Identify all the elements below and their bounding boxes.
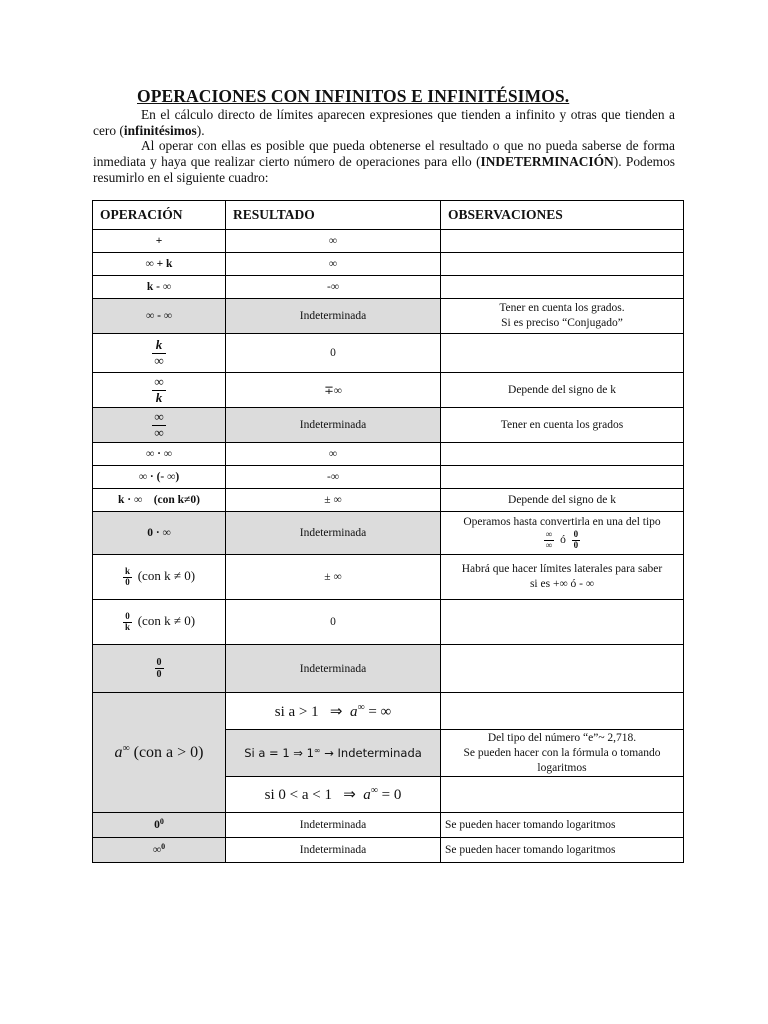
intro-text: En el cálculo directo de límites aparecen expresiones que tienden a infinito y otras que tienden a cero ( — [93, 107, 675, 138]
table-row — [93, 230, 684, 253]
observation-cell — [441, 645, 684, 693]
base: a — [114, 743, 123, 761]
numerator: 0 — [156, 657, 162, 668]
header-observaciones: OBSERVACIONES — [441, 201, 684, 230]
operation-cell: ∞ · ∞ — [93, 443, 226, 466]
exponent: ∞ — [357, 701, 365, 713]
table-row — [93, 813, 684, 838]
fraction — [152, 338, 165, 368]
operation-cell: ∞ - ∞ — [93, 299, 226, 334]
observation-cell — [441, 443, 684, 466]
fraction — [123, 612, 132, 633]
observation-line: Del tipo del número “e”~ 2,718. — [487, 731, 637, 744]
exponent: ∞ — [313, 746, 321, 755]
operation-cell: 0 · ∞ — [93, 512, 226, 555]
table-row — [93, 276, 684, 299]
result-text: = 0 — [377, 787, 402, 803]
table-row — [93, 299, 684, 334]
intro-bold-term: INDETERMINACIÓN — [480, 154, 614, 169]
intro-text: ). Podemos resumirlo en el siguiente cuadro: — [93, 154, 675, 185]
result-cell — [226, 777, 441, 813]
result-text: Si a = 1 ⇒ 1 — [244, 746, 314, 760]
result-cell: ± ∞ — [226, 555, 441, 600]
exponent: 0 — [161, 842, 166, 851]
numerator: 0 — [573, 529, 579, 540]
observation-cell — [441, 299, 684, 334]
numerator: ∞ — [154, 409, 164, 425]
denominator: k — [152, 390, 165, 405]
observation-cell — [441, 230, 684, 253]
condition: (con k ≠ 0) — [137, 612, 196, 628]
table-row — [93, 373, 684, 408]
denominator: ∞ — [545, 540, 553, 550]
base: a — [349, 703, 358, 720]
operation-cell — [93, 838, 226, 863]
table-row — [93, 838, 684, 863]
observation-cell: Se pueden hacer tomando logaritmos — [441, 838, 684, 863]
observation-cell — [441, 693, 684, 730]
numerator: k — [155, 337, 163, 353]
operation-cell — [93, 813, 226, 838]
result-cell: Indeterminada — [226, 813, 441, 838]
table-row — [93, 334, 684, 373]
operation-cell — [93, 693, 226, 813]
result-cell: ∓∞ — [226, 373, 441, 408]
fraction — [152, 410, 165, 440]
denominator: 0 — [123, 577, 132, 588]
table-row — [93, 555, 684, 600]
intro-text: Al operar con ellas es posible que pueda obtenerse el resultado o que no pueda saberse de forma inmediata y haya que realizar cierto número de operaciones para ello ( — [93, 138, 675, 169]
observation-cell — [441, 466, 684, 489]
operation-cell — [93, 373, 226, 408]
denominator: k — [124, 621, 130, 632]
fraction — [544, 530, 554, 551]
result-text: = ∞ — [364, 703, 392, 720]
denominator: 0 — [573, 540, 579, 550]
header-resultado: RESULTADO — [226, 201, 441, 230]
observation-line: Habrá que hacer límites laterales para saber — [461, 563, 663, 575]
observation-cell — [441, 600, 684, 645]
observation-cell — [441, 555, 684, 600]
observation-line: Operamos hasta convertirla en una del tipo — [463, 516, 661, 529]
observation-cell — [441, 512, 684, 555]
result-cell: ∞ — [226, 253, 441, 276]
operation-cell: ∞ + k — [93, 253, 226, 276]
observation-cell: Tener en cuenta los grados — [441, 408, 684, 443]
denominator: ∞ — [154, 352, 164, 368]
operation-cell — [93, 334, 226, 373]
numerator: ∞ — [154, 374, 164, 390]
operation-cell: ∞ · (- ∞) — [93, 466, 226, 489]
observation-cell — [441, 334, 684, 373]
result-cell: 0 — [226, 334, 441, 373]
base: 0 — [154, 819, 160, 831]
result-cell: Indeterminada — [226, 299, 441, 334]
observation-cell: Se pueden hacer tomando logaritmos — [441, 813, 684, 838]
result-cell: -∞ — [226, 276, 441, 299]
result-cell — [226, 693, 441, 730]
numerator: ∞ — [545, 529, 553, 540]
exponent: 0 — [159, 817, 164, 826]
result-cell: ± ∞ — [226, 489, 441, 512]
exponent: ∞ — [370, 785, 378, 796]
table-row — [93, 443, 684, 466]
table-row — [93, 600, 684, 645]
document-title: OPERACIONES CON INFINITOS E INFINITÉSIMOS. — [137, 86, 570, 106]
exponent: ∞ — [122, 742, 130, 754]
table-row — [93, 466, 684, 489]
base: a — [363, 787, 371, 803]
observation-cell — [441, 276, 684, 299]
result-cell: ∞ — [226, 443, 441, 466]
observation-line: Si es preciso “Conjugado” — [501, 317, 623, 329]
base: ∞ — [152, 844, 162, 856]
result-cell: -∞ — [226, 466, 441, 489]
table-row — [93, 512, 684, 555]
result-cell — [226, 730, 441, 777]
denominator: ∞ — [154, 424, 164, 440]
observation-line: logaritmos — [537, 761, 587, 774]
operation-cell: + — [93, 230, 226, 253]
observation-line: si es +∞ ó - ∞ — [529, 578, 595, 590]
table-row — [93, 645, 684, 693]
operation-cell — [93, 408, 226, 443]
intro-text: ). — [196, 123, 205, 138]
intro-paragraph-2 — [93, 138, 675, 186]
table-row — [93, 408, 684, 443]
operation-cell: k - ∞ — [93, 276, 226, 299]
numerator: k — [124, 565, 130, 576]
intro-bold-term: infinitésimos — [123, 123, 197, 138]
observation-cell: Depende del signo de k — [441, 373, 684, 408]
result-cell: Indeterminada — [226, 645, 441, 693]
observation-fractions — [445, 530, 679, 551]
table-row — [93, 489, 684, 512]
result-text: → Indeterminada — [320, 746, 422, 760]
observation-cell: Depende del signo de k — [441, 489, 684, 512]
result-text: si a > 1 ⇒ — [274, 703, 350, 720]
numerator: 0 — [125, 610, 130, 621]
intro-paragraph-1 — [93, 107, 675, 139]
observation-cell — [441, 777, 684, 813]
denominator: 0 — [156, 669, 162, 680]
operation-cell: k · ∞ (con k≠0) — [93, 489, 226, 512]
fraction — [572, 530, 581, 551]
fraction — [123, 567, 132, 588]
operation-cell — [93, 645, 226, 693]
operations-table — [92, 200, 684, 863]
observation-line: Tener en cuenta los grados. — [499, 302, 625, 314]
result-cell: ∞ — [226, 230, 441, 253]
condition: (con k ≠ 0) — [137, 567, 196, 583]
power-expression — [114, 744, 203, 761]
table-row — [93, 253, 684, 276]
table-row — [93, 693, 684, 730]
observation-cell — [441, 730, 684, 777]
result-text: si 0 < a < 1 ⇒ — [264, 787, 364, 803]
result-cell: 0 — [226, 600, 441, 645]
result-cell: Indeterminada — [226, 512, 441, 555]
result-cell: Indeterminada — [226, 408, 441, 443]
observation-cell — [441, 253, 684, 276]
fraction — [152, 375, 165, 405]
conjunction: ó — [560, 534, 566, 547]
condition: (con a > 0) — [133, 743, 204, 761]
observation-line: Se pueden hacer con la fórmula o tomando — [463, 746, 661, 759]
fraction — [155, 657, 164, 680]
table-header-row — [93, 201, 684, 230]
header-operacion: OPERACIÓN — [93, 201, 226, 230]
result-cell: Indeterminada — [226, 838, 441, 863]
operation-cell — [93, 600, 226, 645]
operation-cell — [93, 555, 226, 600]
